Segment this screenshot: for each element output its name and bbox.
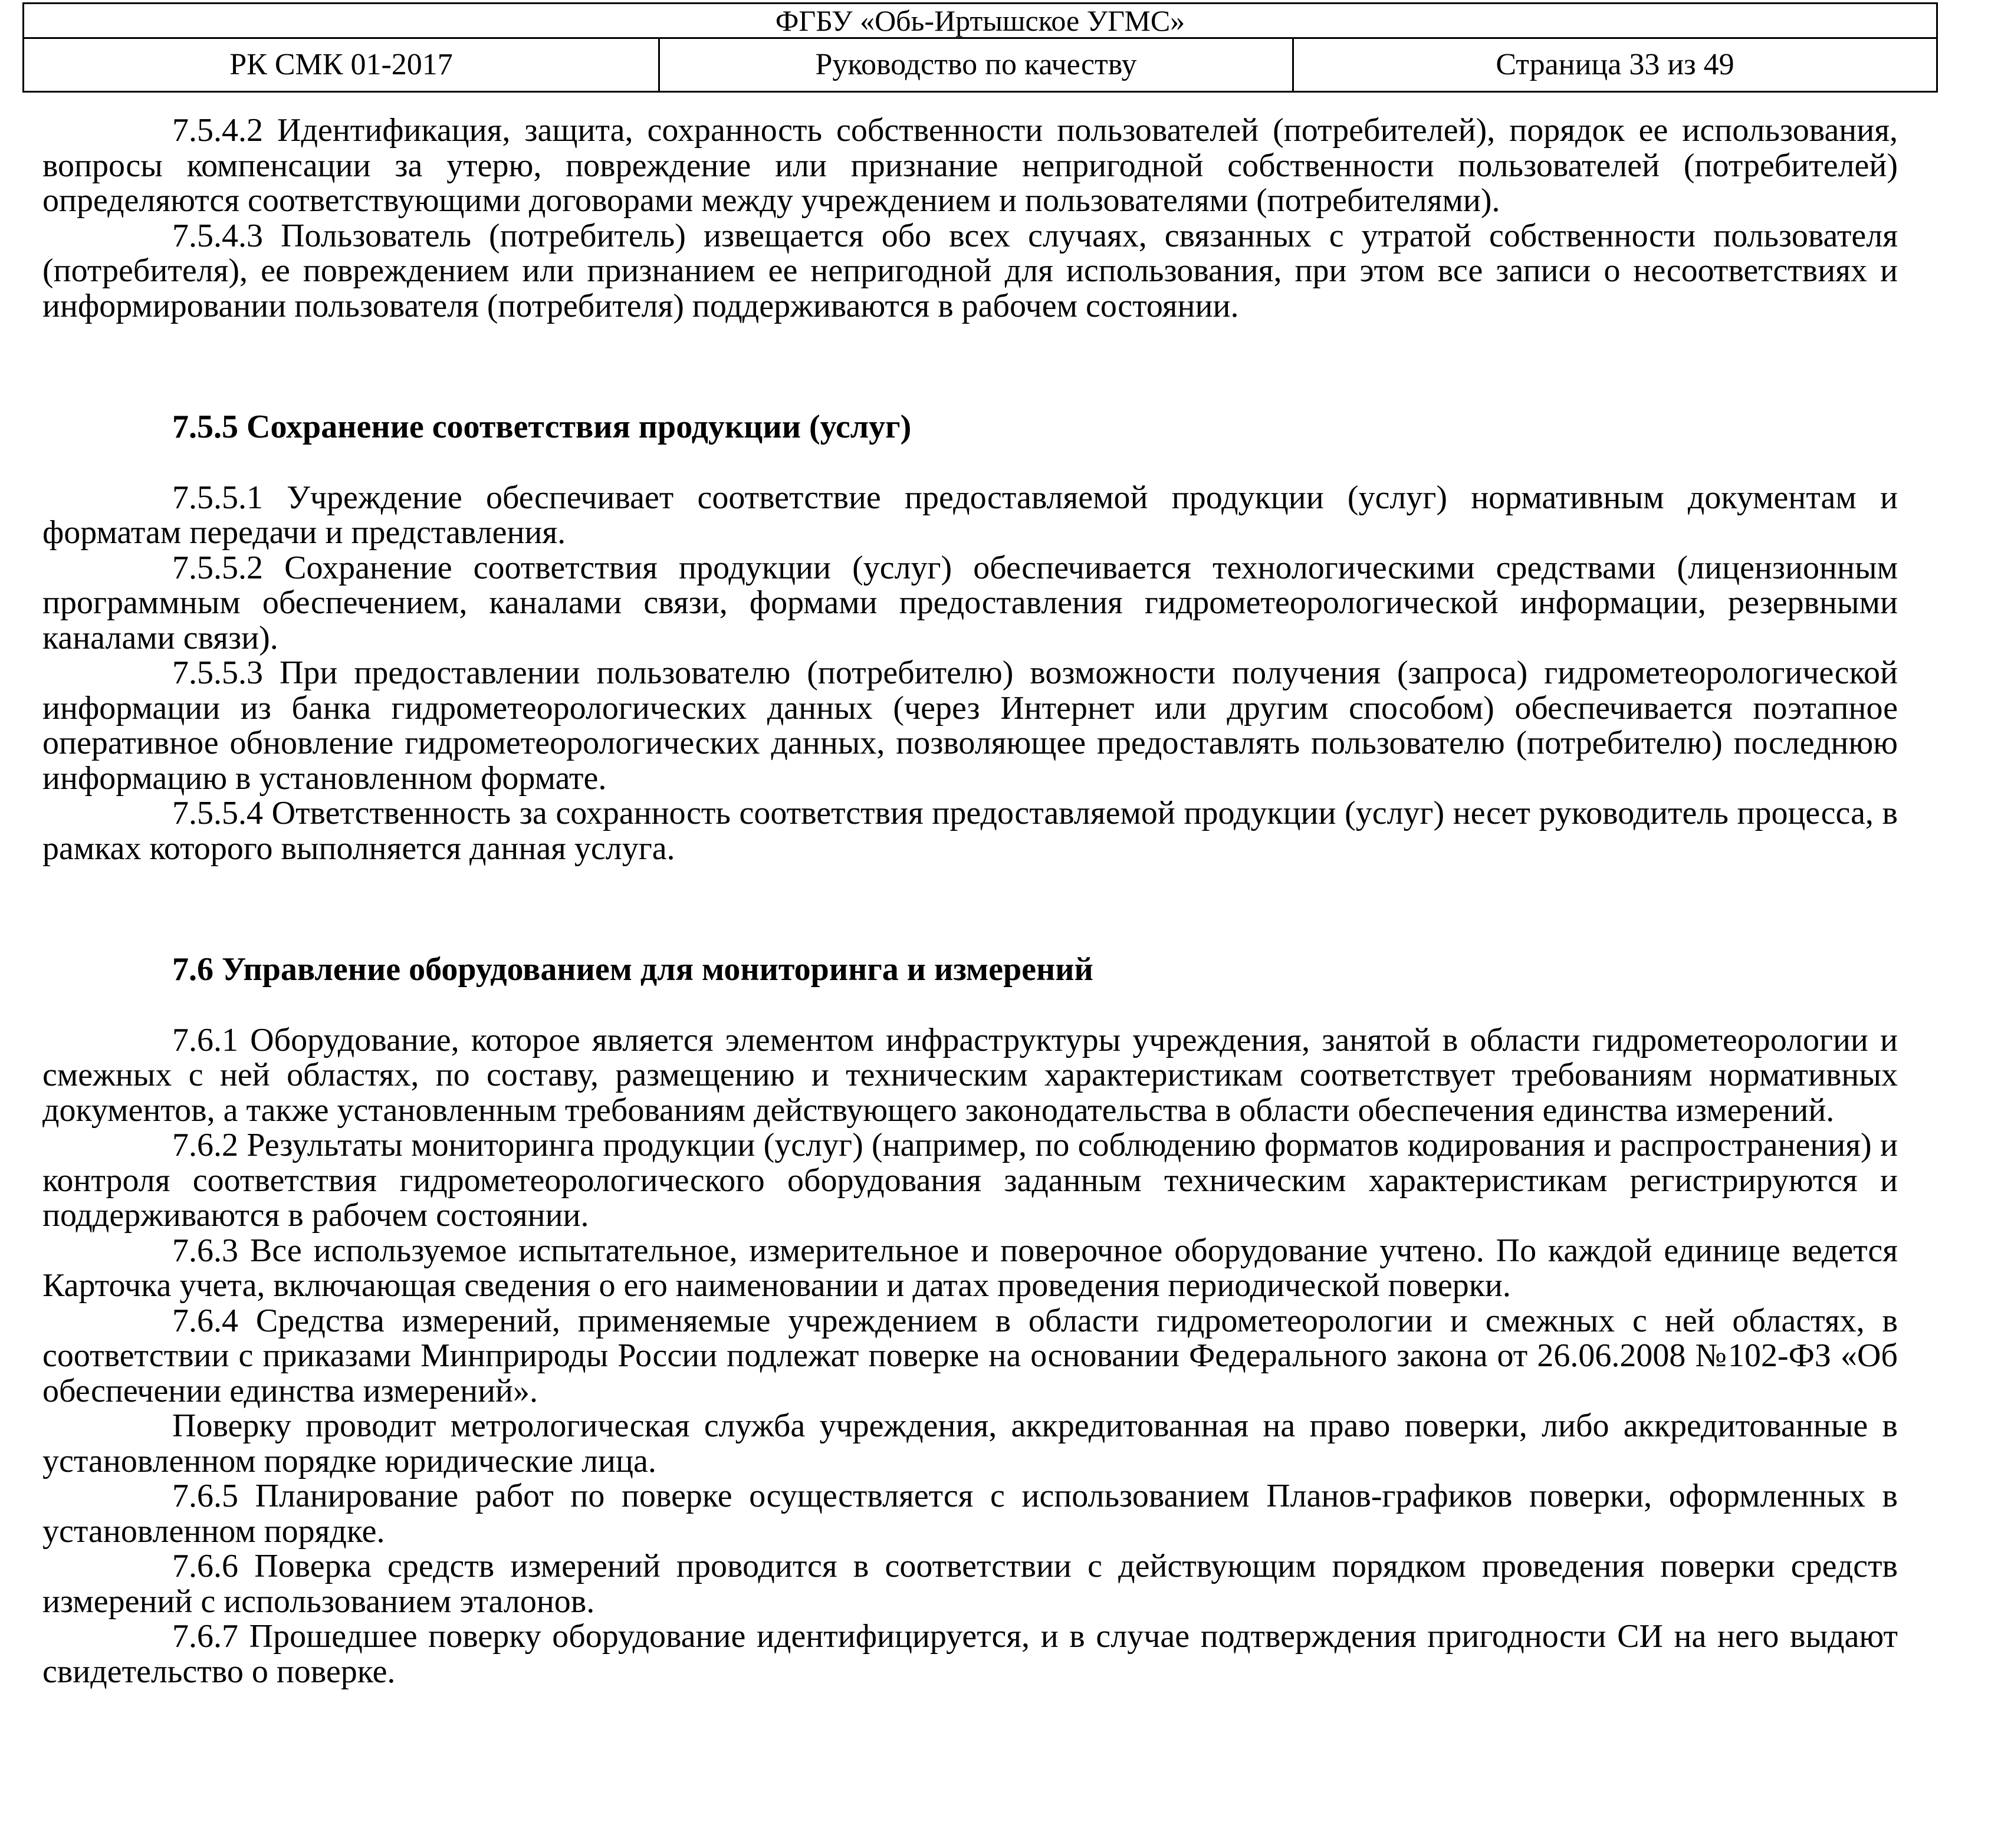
header-info-row — [24, 39, 1936, 91]
paragraph-7-6-3: 7.6.3 Все используемое испытательное, измерительное и поверочное оборудование учтено. По каждой единице ведется Карточка учета, включающая сведения о его наименовании и датах проведения периодической поверки. — [42, 1232, 1898, 1304]
document-title: Руководство по качеству — [658, 39, 1292, 91]
organization-name: ФГБУ «Обь-Иртышское УГМС» — [24, 4, 1936, 39]
paragraph-7-5-4-3: 7.5.4.3 Пользователь (потребитель) извещается обо всех случаях, связанных с утратой собственности пользователя (потребителя), ее повреждением или признанием ее непригодной для использования, при этом все записи о несоответствиях и информировании пользователя (потребителя) поддерживаются в рабочем состоянии. — [42, 217, 1898, 324]
paragraph-7-5-5-4: 7.5.5.4 Ответственность за сохранность соответствия предоставляемой продукции (услуг) несет руководитель процесса, в рамках которого выполняется данная услуга. — [42, 795, 1898, 867]
paragraph-7-5-5-1: 7.5.5.1 Учреждение обеспечивает соответствие предоставляемой продукции (услуг) нормативным документам и форматам передачи и представления. — [42, 479, 1898, 551]
paragraph-7-6-2: 7.6.2 Результаты мониторинга продукции (услуг) (например, по соблюдению форматов кодирования и распространения) и контроля соответствия гидрометеорологического оборудования заданным техническим характеристикам регистрируются и поддерживаются в рабочем состоянии. — [42, 1127, 1898, 1234]
document-code: РК СМК 01-2017 — [229, 48, 453, 81]
document-header — [22, 2, 1938, 93]
section-heading-7-6: 7.6 Управление оборудованием для мониторинга и измерений — [172, 951, 1093, 988]
spacer — [42, 866, 1898, 952]
paragraph-7-6-4: 7.6.4 Средства измерений, применяемые учреждением в области гидрометеорологии и смежных с ней областях, в соответствии с приказами Минприроды России подлежат поверке на основании Федерального закона от 26.06.2008 №102-ФЗ «Об обеспечении единства измерений». — [42, 1302, 1898, 1409]
document-body — [42, 113, 1898, 1689]
page-number: Страница 33 из 49 — [1292, 39, 1936, 91]
paragraph-7-6-6: 7.6.6 Поверка средств измерений проводится в соответствии с действующим порядком проведения поверки средств измерений с использованием эталонов. — [42, 1548, 1898, 1620]
spacer — [42, 445, 1898, 481]
paragraph-7-5-5-3: 7.5.5.3 При предоставлении пользователю (потребителю) возможности получения (запроса) гидрометеорологической информации из банка гидрометеорологических данных (через Интернет или другим способом) обеспечивается поэтапное оперативное обновление гидрометеорологических данных, позволяющее предоставлять пользователю (потребителю) последнюю информацию в установленном формате. — [42, 655, 1898, 797]
paragraph-7-6-1: 7.6.1 Оборудование, которое является элементом инфраструктуры учреждения, занятой в области гидрометеорологии и смежных с ней областях, по составу, размещению и техническим характеристикам соответствует требованиям нормативных документов, а также установленным требованиям действующего законодательства в области обеспечения единства измерений. — [42, 1021, 1898, 1129]
spacer — [42, 324, 1898, 410]
paragraph-7-6-5: 7.6.5 Планирование работ по поверке осуществляется с использованием Планов-графиков поверки, оформленных в установленном порядке. — [42, 1478, 1898, 1550]
paragraph-7-6-4-continued: Поверку проводит метрологическая служба учреждения, аккредитованная на право поверки, либо аккредитованные в установленном порядке юридические лица. — [42, 1408, 1898, 1479]
paragraph-7-5-4-2: 7.5.4.2 Идентификация, защита, сохранность собственности пользователей (потребителей), порядок ее использования, вопросы компенсации за утерю, повреждение или признание непригодной собственности пользователей (потребителей) определяются соответствующими договорами между учреждением и пользователями (потребителями). — [42, 112, 1898, 219]
section-heading-7-5-5: 7.5.5 Сохранение соответствия продукции (услуг) — [172, 409, 912, 445]
paragraph-7-5-5-2: 7.5.5.2 Сохранение соответствия продукции (услуг) обеспечивается технологическими средствами (лицензионным программным обеспечением, каналами связи, формами предоставления гидрометеорологической информации, резервными каналами связи). — [42, 549, 1898, 656]
paragraph-7-6-7: 7.6.7 Прошедшее поверку оборудование идентифицируется, и в случае подтверждения пригодности СИ на него выдают свидетельство о поверке. — [42, 1618, 1898, 1690]
spacer — [42, 988, 1898, 1023]
